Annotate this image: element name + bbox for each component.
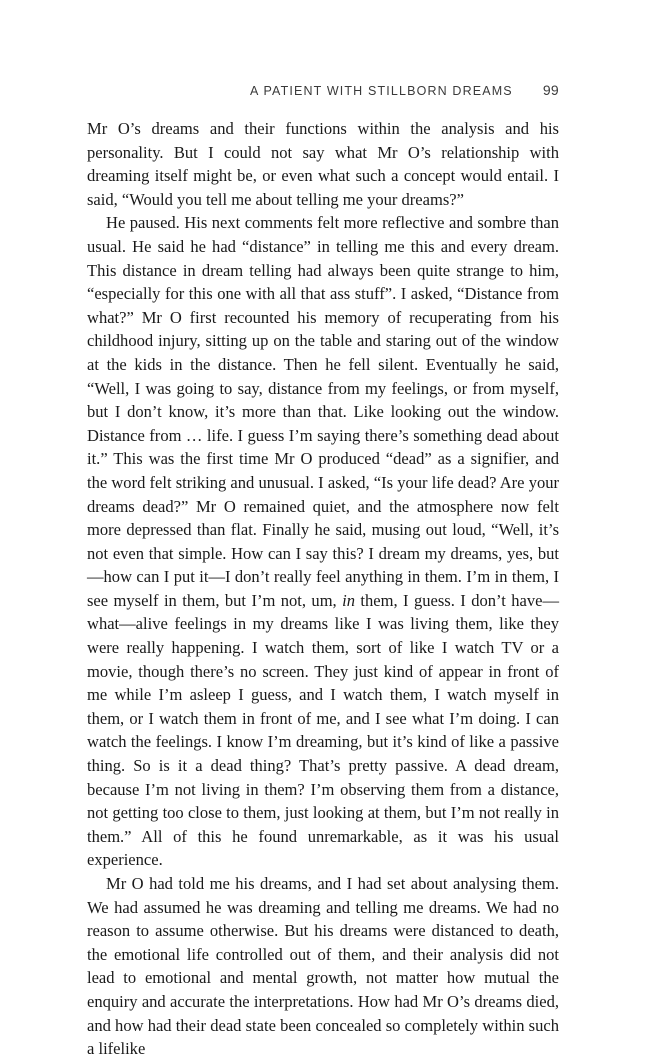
text-segment: them, I guess. I don’t have—what—alive feelings in my dreams like I was living them, like they were really happening. I watch them, sort of like I watch TV or a movie, though there’s no screen. They just kind of appear in front of me while I’m asleep I guess, and I watch them, I watch myself in them, or I watch them in front of me, and I see what I’m doing. I can watch the feelings. I know I’m dreaming, but it’s kind of like a passive thing. So is it a dead thing? That’s pretty passive. A dead dream, because I’m not living in them? I’m observing them from a distance, not getting too close to them, just looking at them, but I’m not really in them.” All of this he found unremarkable, as it was his usual experience. bbox=[87, 590, 560, 870]
paragraph-1 bbox=[87, 117, 559, 211]
text-segment: Mr O had told me his dreams, and I had set about analysing them. We had assumed he was dreaming and telling me dreams. We had no reason to assume otherwise. But his dreams were distanced to death, the emotional life controlled out of them, and their analysis did not lead to emotional and mental growth, not matter how mutual the enquiry and accurate the interpretations. How had Mr O’s dreams died, and how had their dead state been concealed so completely within such a lifelike bbox=[87, 874, 559, 1059]
text-segment: He paused. His next comments felt more reflective and sombre than usual. He said he had “distance” in telling me this and every dream. This distance in dream telling had always been quite strange to him, “especially for this one with all that ass stuff”. I asked, “Distance from what?” Mr O first recounted his memory of recuperating from his childhood injury, sitting up on the table and staring out of the window at the kids in the distance. Then he fell silent. Eventually he said, “Well, I was going to say, distance from my feelings, or from myself, but I don’t know, it’s more than that. Like looking out the window. Distance from … life. I guess I’m saying there’s something dead about it.” This was the first time Mr O produced “dead” as a signifier, and the word felt striking and unusual. I asked, “Is your life dead? Are your dreams dead?” Mr O remained quiet, and the atmosphere now felt more depressed than flat. Finally he said, musing out loud, “Well, it’s not even that simple. How can I say this? I dream my dreams, yes, but—how can I put it—I don’t really feel anything in them. I’m in them, I see myself in them, but I’m not, um, bbox=[87, 213, 559, 610]
paragraph-2 bbox=[87, 211, 559, 872]
body-text bbox=[87, 117, 559, 1061]
running-head-title: A PATIENT WITH STILLBORN DREAMS bbox=[250, 84, 513, 98]
page-number: 99 bbox=[542, 82, 559, 98]
italic-text: in bbox=[342, 590, 355, 610]
running-head bbox=[87, 82, 559, 100]
text-segment: Mr O’s dreams and their functions within the analysis and his personality. But I could not say what Mr O’s relationship with dreaming itself might be, or even what such a concept would entail. I said, “Would you tell me about telling me your dreams?” bbox=[87, 119, 559, 209]
paragraph-3 bbox=[87, 872, 559, 1061]
